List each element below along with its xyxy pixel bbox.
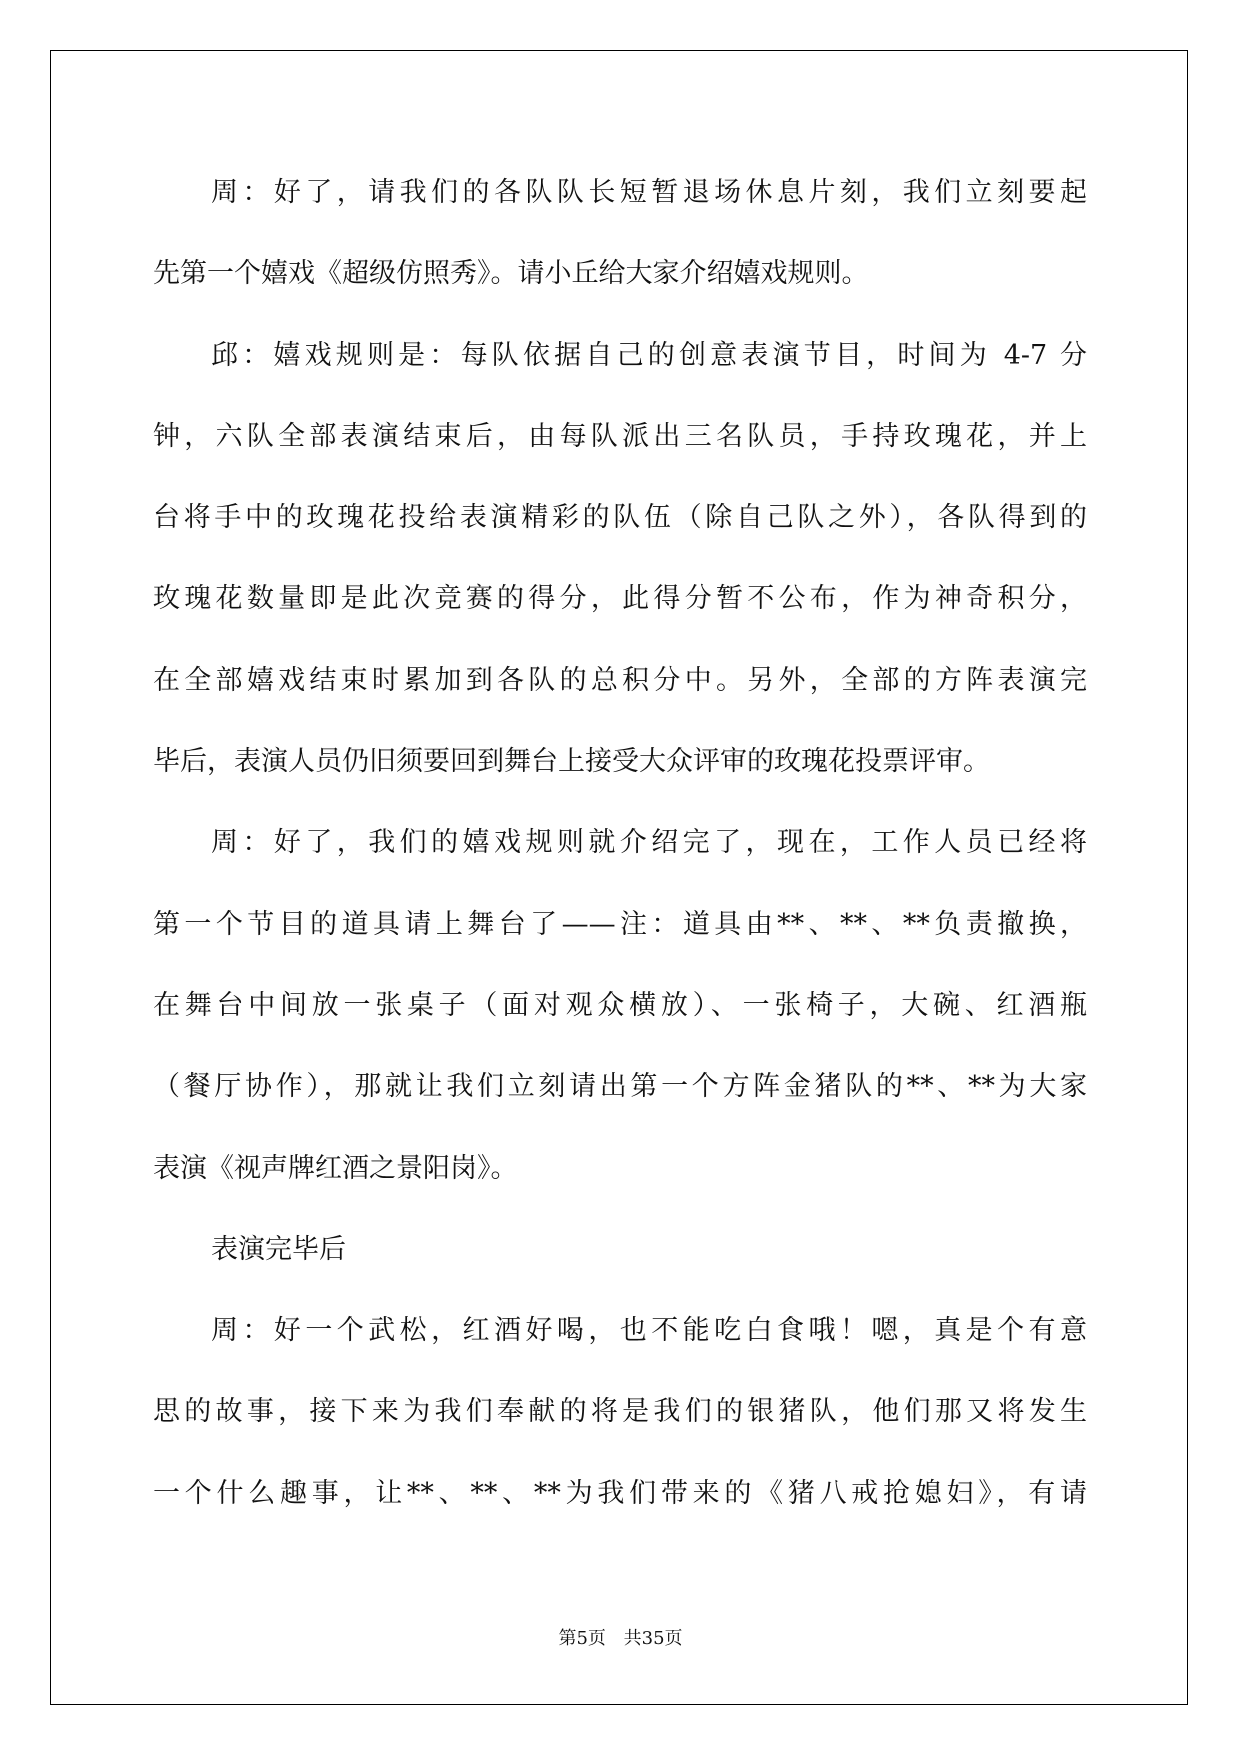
- text-line: 在全部嬉戏结束时累加到各队的总积分中。另外，全部的方阵表演完: [153, 664, 1087, 696]
- text-line: 邱：嬉戏规则是：每队依据自己的创意表演节目，时间为 4-7 分: [211, 339, 1087, 371]
- text-line: 表演完毕后: [211, 1233, 346, 1265]
- current-page-number: 第5页: [558, 1628, 606, 1649]
- text-line: 周：好了，请我们的各队队长短暂退场休息片刻，我们立刻要起: [211, 177, 1087, 208]
- text-line: 钟，六队全部表演结束后，由每队派出三名队员，手持玫瑰花，并上: [153, 420, 1087, 452]
- text-line: 一个什么趣事，让**、**、**为我们带来的《猪八戒抢媳妇》，有请: [153, 1477, 1087, 1509]
- total-pages: 共35页: [623, 1628, 683, 1649]
- text-line: 在舞台中间放一张桌子（面对观众横放）、一张椅子，大碗、红酒瓶: [153, 989, 1087, 1021]
- text-line: 周：好一个武松，红酒好喝，也不能吃白食哦！嗯，真是个有意: [211, 1315, 1087, 1347]
- text-line: 表演《视声牌红酒之景阳岗》。: [153, 1152, 518, 1184]
- text-line: 周：好了，我们的嬉戏规则就介绍完了，现在，工作人员已经将: [211, 827, 1087, 859]
- text-line: （餐厅协作），那就让我们立刻请出第一个方阵金猪队的**、**为大家: [153, 1071, 1087, 1103]
- document-body: [153, 152, 1087, 1534]
- text-line: 思的故事，接下来为我们奉献的将是我们的银猪队，他们那又将发生: [153, 1396, 1087, 1428]
- text-line: 台将手中的玫瑰花投给表演精彩的队伍（除自己队之外），各队得到的: [153, 502, 1087, 534]
- text-line: 毕后，表演人员仍旧须要回到舞台上接受大众评审的玫瑰花投票评审。: [153, 746, 990, 778]
- text-line: 先第一个嬉戏《超级仿照秀》。请小丘给大家介绍嬉戏规则。: [153, 258, 869, 290]
- page-footer: [0, 1624, 1241, 1650]
- text-line: 玫瑰花数量即是此次竞赛的得分，此得分暂不公布，作为神奇积分，: [153, 583, 1087, 615]
- text-line: 第一个节目的道具请上舞台了——注：道具由**、**、**负责撤换，: [153, 908, 1087, 940]
